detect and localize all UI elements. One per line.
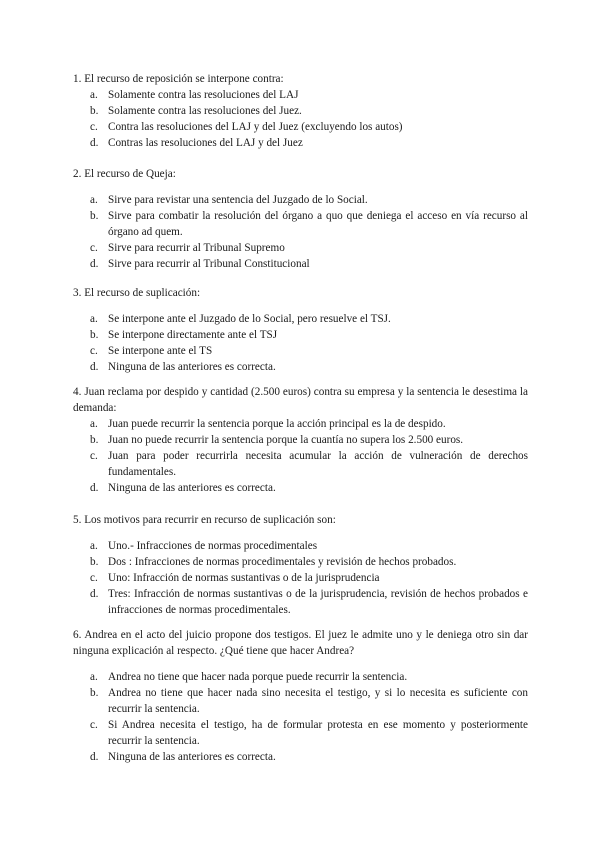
option-text: Contra las resoluciones del LAJ y del Juez (excluyendo los autos) (108, 121, 403, 133)
option-marker: a. (90, 313, 98, 325)
option-marker: b. (90, 210, 99, 222)
option-marker: b. (90, 687, 99, 699)
option-a (73, 416, 528, 432)
option-b (73, 432, 528, 448)
options-list (73, 192, 528, 272)
option-marker: d. (90, 751, 99, 763)
option-d (73, 135, 528, 151)
option-text: Juan puede recurrir la sentencia porque la acción principal es la de despido. (108, 418, 446, 430)
option-text: Ninguna de las anteriores es correcta. (108, 482, 276, 494)
question-1 (73, 71, 528, 151)
option-b (73, 103, 528, 119)
option-marker: c. (90, 719, 98, 731)
question-3 (73, 285, 528, 375)
option-marker: d. (90, 137, 99, 149)
question-6 (73, 627, 528, 765)
option-marker: d. (90, 482, 99, 494)
question-stem: 2. El recurso de Queja: (73, 168, 176, 180)
option-text: Sirve para recurrir al Tribunal Constitucional (108, 258, 310, 270)
question-stem: 1. El recurso de reposición se interpone contra: (73, 73, 284, 85)
option-text: Sirve para recurrir al Tribunal Supremo (108, 242, 285, 254)
option-b (73, 554, 528, 570)
option-a (73, 311, 528, 327)
option-c (73, 448, 528, 480)
option-text: Contras las resoluciones del LAJ y del Juez (108, 137, 303, 149)
options-list (73, 538, 528, 618)
option-c (73, 717, 528, 749)
option-text: Solamente contra las resoluciones del LAJ (108, 89, 299, 101)
question-stem: 5. Los motivos para recurrir en recurso de suplicación son: (73, 514, 336, 526)
option-marker: c. (90, 450, 98, 462)
option-text: Se interpone directamente ante el TSJ (108, 329, 278, 341)
option-c (73, 240, 528, 256)
option-marker: c. (90, 572, 98, 584)
option-marker: a. (90, 671, 98, 683)
option-marker: b. (90, 329, 99, 341)
option-c (73, 119, 528, 135)
option-text: Dos : Infracciones de normas procedimentales y revisión de hechos probados. (108, 556, 457, 568)
question-2 (73, 166, 528, 272)
option-d (73, 480, 528, 496)
option-text: Sirve para combatir la resolución del órgano a quo que deniega el acceso en vía recurso al órgano ad quem. (108, 210, 528, 238)
option-marker: c. (90, 345, 98, 357)
option-d (73, 586, 528, 618)
option-marker: d. (90, 258, 99, 270)
option-c (73, 570, 528, 586)
option-text: Andrea no tiene que hacer nada sino necesita el testigo, y si lo necesita es suficiente con recurrir la sentencia. (108, 687, 528, 715)
option-a (73, 669, 528, 685)
option-b (73, 327, 528, 343)
option-text: Andrea no tiene que hacer nada porque puede recurrir la sentencia. (108, 671, 408, 683)
option-marker: b. (90, 434, 99, 446)
option-text: Juan no puede recurrir la sentencia porque la cuantía no supera los 2.500 euros. (108, 434, 464, 446)
option-marker: b. (90, 105, 99, 117)
options-list (73, 311, 528, 375)
option-text: Tres: Infracción de normas sustantivas o de la jurisprudencia, revisión de hechos probados e infracciones de normas procedimentales. (108, 588, 528, 616)
option-text: Solamente contra las resoluciones del Juez. (108, 105, 302, 117)
option-d (73, 749, 528, 765)
option-marker: c. (90, 121, 98, 133)
options-list (73, 87, 528, 151)
options-list (73, 669, 528, 765)
option-marker: a. (90, 540, 98, 552)
question-stem: 3. El recurso de suplicación: (73, 287, 201, 299)
option-text: Se interpone ante el TS (108, 345, 213, 357)
options-list (73, 416, 528, 496)
option-b (73, 208, 528, 240)
option-b (73, 685, 528, 717)
question-stem: 4. Juan reclama por despido y cantidad (2.500 euros) contra su empresa y la sentencia le desestima la demanda: (73, 386, 528, 414)
option-marker: d. (90, 361, 99, 373)
option-d (73, 256, 528, 272)
option-text: Si Andrea necesita el testigo, ha de formular protesta en ese momento y posteriormente recurrir la sentencia. (108, 719, 528, 747)
option-marker: d. (90, 588, 99, 600)
option-a (73, 87, 528, 103)
option-text: Se interpone ante el Juzgado de lo Social, pero resuelve el TSJ. (108, 313, 391, 325)
option-marker: b. (90, 556, 99, 568)
option-a (73, 192, 528, 208)
option-text: Juan para poder recurrirla necesita acumular la acción de vulneración de derechos fundamentales. (108, 450, 528, 478)
option-text: Ninguna de las anteriores es correcta. (108, 361, 276, 373)
option-text: Ninguna de las anteriores es correcta. (108, 751, 276, 763)
option-d (73, 359, 528, 375)
option-marker: a. (90, 194, 98, 206)
option-text: Uno.- Infracciones de normas procedimentales (108, 540, 318, 552)
option-marker: a. (90, 89, 98, 101)
option-marker: c. (90, 242, 98, 254)
option-a (73, 538, 528, 554)
option-c (73, 343, 528, 359)
option-text: Sirve para revistar una sentencia del Juzgado de lo Social. (108, 194, 368, 206)
question-4 (73, 384, 528, 496)
question-stem: 6. Andrea en el acto del juicio propone dos testigos. El juez le admite uno y le deniega otro sin dar ninguna explicación al respecto. ¿Qué tiene que hacer Andrea? (73, 629, 528, 657)
option-text: Uno: Infracción de normas sustantivas o de la jurisprudencia (108, 572, 380, 584)
question-5 (73, 512, 528, 618)
option-marker: a. (90, 418, 98, 430)
